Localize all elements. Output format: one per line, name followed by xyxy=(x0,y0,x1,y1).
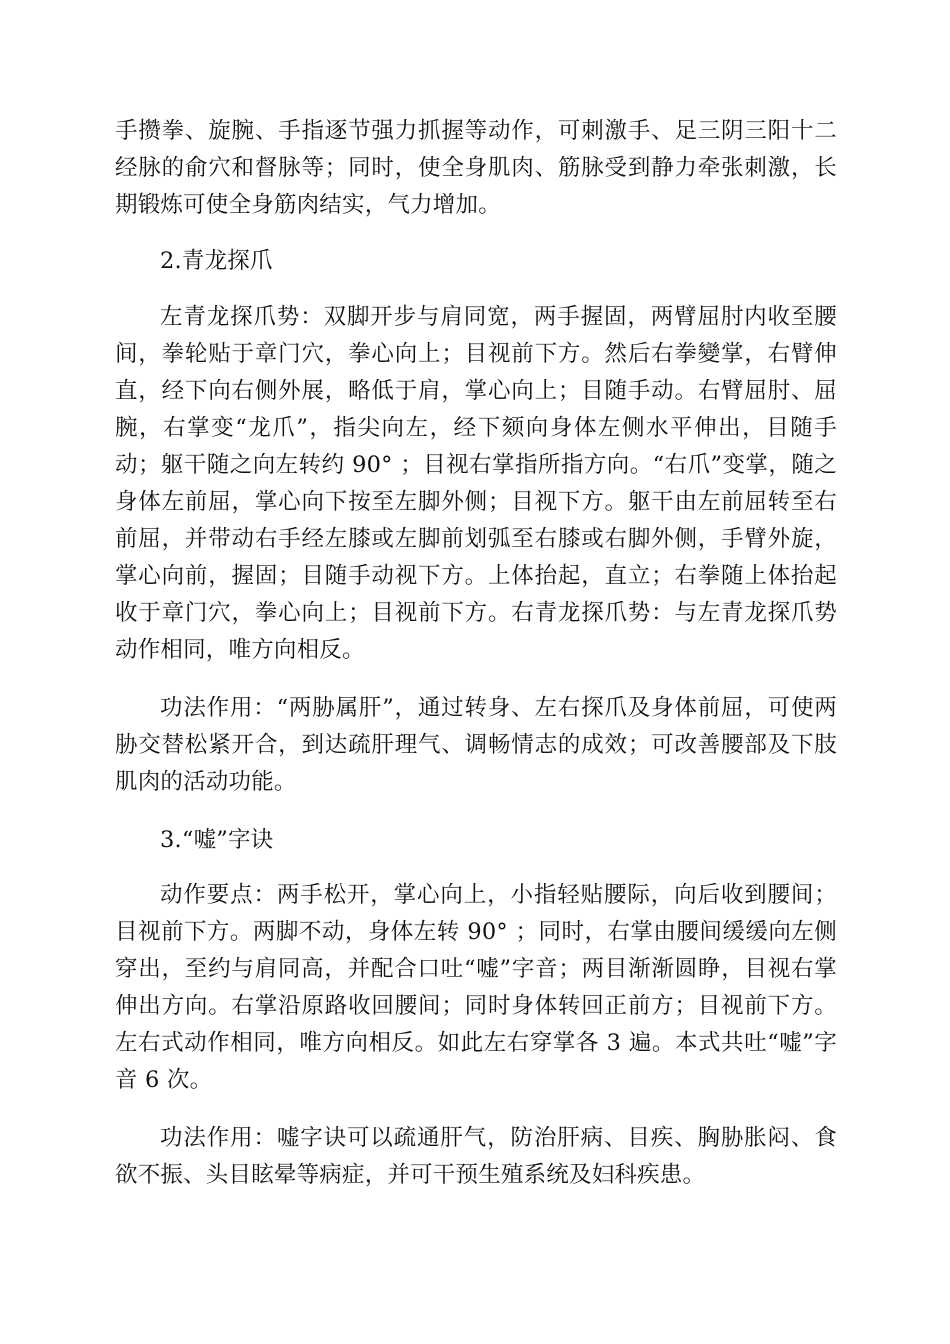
section-heading-qinglong: 2.青龙探爪 xyxy=(160,248,273,274)
paragraph-xu-movement: 动作要点：两手松开，掌心向上，小指轻贴腰际，向后收到腰间；目视前下方。两脚不动，身体左转 90° ；同时，右掌由腰间缓缓向左侧穿出，至约与肩同高，并配合口吐“嘘”字音；两目渐渐圆睁，目视右掌伸出方向。右掌沿原路收回腰间；同时身体转回正前方；目视前下方。左右式动作相同，唯方向相反。如此左右穿掌各 3 遍。本式共吐“嘘”字音 6 次。 xyxy=(115,882,837,1093)
paragraph-qinglong-effects: 功法作用：“两胁属肝”，通过转身、左右探爪及身体前屈，可使两胁交替松紧开合，到达疏肝理气、调畅情志的成效；可改善腰部及下肢肌肉的活动功能。 xyxy=(115,695,837,795)
paragraph-effects-continued: 手攒拳、旋腕、手指逐节强力抓握等动作，可刺激手、足三阴三阳十二经脉的俞穴和督脉等；同时，使全身肌肉、筋脉受到静力牵张刺激，长期锻炼可使全身筋肉结实，气力增加。 xyxy=(115,118,837,218)
paragraph-xu-effects: 功法作用：嘘字诀可以疏通肝气，防治肝病、目疾、胸胁胀闷、食欲不振、头目眩晕等病症，并可干预生殖系统及妇科疾患。 xyxy=(115,1125,837,1188)
paragraph-qinglong-movement: 左青龙探爪势：双脚开步与肩同宽，两手握固，两臂屈肘内收至腰间，拳轮贴于章门穴，拳心向上；目视前下方。然后右拳變掌，右臂伸直，经下向右侧外展，略低于肩，掌心向上；目随手动。右臂屈肘、屈腕，右掌变“龙爪”，指尖向左，经下颏向身体左侧水平伸出，目随手动；躯干随之向左转约 90° ；目视右掌指所指方向。“右爪”变掌，随之身体左前屈，掌心向下按至左脚外侧；目视下方。躯干由左前屈转至右前屈，并带动右手经左膝或左脚前划弧至右膝或右脚外侧，手臂外旋，掌心向前，握固；目随手动视下方。上体抬起，直立；右拳随上体抬起收于章门穴，拳心向上；目视前下方。右青龙探爪势：与左青龙探爪势动作相同，唯方向相反。 xyxy=(115,304,837,663)
section-heading-xu: 3.“嘘”字诀 xyxy=(160,827,274,853)
